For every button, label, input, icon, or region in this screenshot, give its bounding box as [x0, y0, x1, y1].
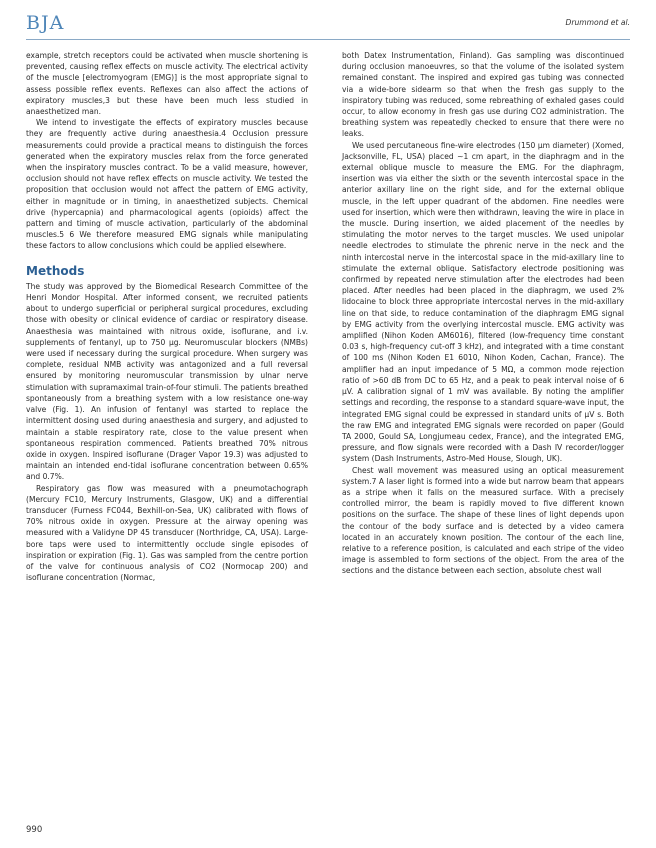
paragraph: Respiratory gas flow was measured with a pneumotachograph (Mercury FC10, Mercury Instruments, Glasgow, UK) and a differential transducer (Furness FC044, Bexhill-on-Sea, UK) calibrated with flows of 70% nitrous oxide in oxygen. Pressure at the airway opening was measured with a Validyne DP 45 transducer (Northridge, CA, USA). Large-bore taps were used to intermittently occlude single episodes of inspiration or expiration (Fig. 1). Gas was sampled from the centre portion of the valve for continuous analysis of CO2 (Normocap 200) and isoflurane concentration (Normac,	[26, 483, 308, 583]
page-number: 990	[26, 825, 43, 835]
section-heading-methods: Methods	[26, 263, 85, 278]
right-column	[342, 50, 624, 577]
journal-logo: BJA	[26, 12, 65, 34]
running-authors: Drummond et al.	[565, 18, 630, 27]
paragraph: The study was approved by the Biomedical Research Committee of the Henri Mondor Hospital. After informed consent, we recruited patients about to undergo superficial or peripheral surgical procedures, excluding those with obesity or clinical evidence of cardiac or respiratory disease. Anaesthesia was maintained with nitrous oxide, isoflurane, and i.v. supplements of fentanyl, up to 750 μg. Neuromuscular blockers (NMBs) were used if necessary during the surgical procedure. When surgery was complete, residual NMB activity was antagonized and a full reversal ensured by monitoring neuromuscular transmission by ulnar nerve stimulation with supramaximal train-of-four stimuli. The patients breathed spontaneously from a breathing system with a low resistance one-way valve (Fig. 1). An infusion of fentanyl was started to replace the intermittent dosing used during anaesthesia and surgery, and adjusted to maintain a stable respiratory rate, close to the value present when spontaneous respiration commenced. Patients breathed 70% nitrous oxide in oxygen. Inspired isoflurane (Drager Vapor 19.3) was adjusted to maintain an intended end-tidal isoflurane concentration between 0.65% and 0.7%.	[26, 281, 308, 482]
paragraph: Chest wall movement was measured using an optical measurement system.7 A laser light is formed into a wide but narrow beam that appears as a stripe when it falls on the measured surface. With a precisely controlled mirror, the beam is rapidly moved to five different known positions on the surface. The shape of these lines of light depends upon the contour of the body surface and is detected by a video camera located in an accurately known position. The contour of the each line, relative to a reference position, is calculated and each stripe of the video image is assembled to form sections of the object. From the area of the sections and the distance between each section, absolute chest wall	[342, 465, 624, 576]
paragraph: example, stretch receptors could be activated when muscle shortening is prevented, causing reflex effects on muscle activity. The electrical activity of the muscle [electromyogram (EMG)] is the most appropriate signal to assess possible reflex events. Reflexes can also affect the actions of expiratory muscles,3 but these have been much less studied in anaesthetized man.	[26, 51, 308, 117]
paragraph: We intend to investigate the effects of expiratory muscles because they are frequently active during anaesthesia.4 Occlusion pressure measurements could provide a practical means to distinguish the forces generated when the expiratory muscles relax from the force generated when the inspiratory muscles contract. To be a valid measure, however, occlusion should not have reflex effects on muscle activity. We tested the proposition that occlusion would not affect the pattern of EMG activity, either in magnitude or in timing, in anaesthetized subjects. Chemical drive (hypercapnia) and pharmacological agents (opioids) affect the pattern and timing of muscle activation, particularly of the abdominal muscles.5 6 We therefore measured EMG signals while manipulating these factors to allow conclusions which could be applied elsewhere.	[26, 118, 308, 251]
paragraph: both Datex Instrumentation, Finland). Gas sampling was discontinued during occlusion manoeuvres, so that the volume of the isolated system remained constant. The inspired and expired gas tubing was connected via a wide-bore sidearm so that when the fresh gas supply to the inspiratory tubing was reduced, some rebreathing of exhaled gases could occur, to allow economy in fresh gas use during CO2 administration. The breathing system was repeatedly checked to ensure that there were no leaks.	[342, 51, 624, 139]
paragraph: We used percutaneous fine-wire electrodes (150 μm diameter) (Xomed, Jacksonville, FL, USA) placed ~1 cm apart, in the diaphragm and in the external oblique muscle to measure the EMG. For the diaphragm, insertion was via either the sixth or the seventh intercostal space in the anterior axillary line on the right side, and for the external oblique muscle, in the left upper quadrant of the abdomen. Fine needles were used for insertion, which were then withdrawn, leaving the wire in place in the muscle. During insertion, we aided placement of the needles by stimulating the motor nerves to the target muscles. We used unipolar needle electrodes to stimulate the phrenic nerve in the neck and the ninth intercostal nerve in the intercostal space in the mid-axillary line to stimulate the external oblique. Satisfactory electrode positioning was confirmed by repeated nerve stimulation after the electrodes had been placed. After needles had been placed in the diaphragm, we used 2% lidocaine to block three appropriate intercostal nerves in the mid-axillary line on that side, to reduce contamination of the diaphragm EMG signal by EMG activity from the overlying intercostal muscle. EMG activity was amplified (Nihon Koden AM6016), filtered (low-frequency time constant 0.03 s, high-frequency cut-off 3 kHz), and integrated with a time constant of 100 ms (Nihon Koden E1 6010, Nihon Koden, Cachan, France). The amplifier had an input impedance of 5 MΩ, a common mode rejection ratio of >60 dB from DC to 65 Hz, and a peak to peak interval noise of 6 μV. A calibration signal of 1 mV was available. By noting the amplifier settings and recording, the response to a standard square-wave input, the integrated EMG signal could be expressed in standard units of μV s. Both the raw EMG and integrated EMG signals were recorded on paper (Gould TA 2000, Gould SA, Longjumeau cedex, France), and the integrated EMG, pressure, and flow signals were recorded with a Dash IV recorder/logger system (Dash Instruments, Astro-Med House, Slough, UK).	[342, 140, 624, 464]
left-column	[26, 50, 308, 583]
page-header	[26, 12, 630, 36]
header-rule	[26, 39, 630, 40]
